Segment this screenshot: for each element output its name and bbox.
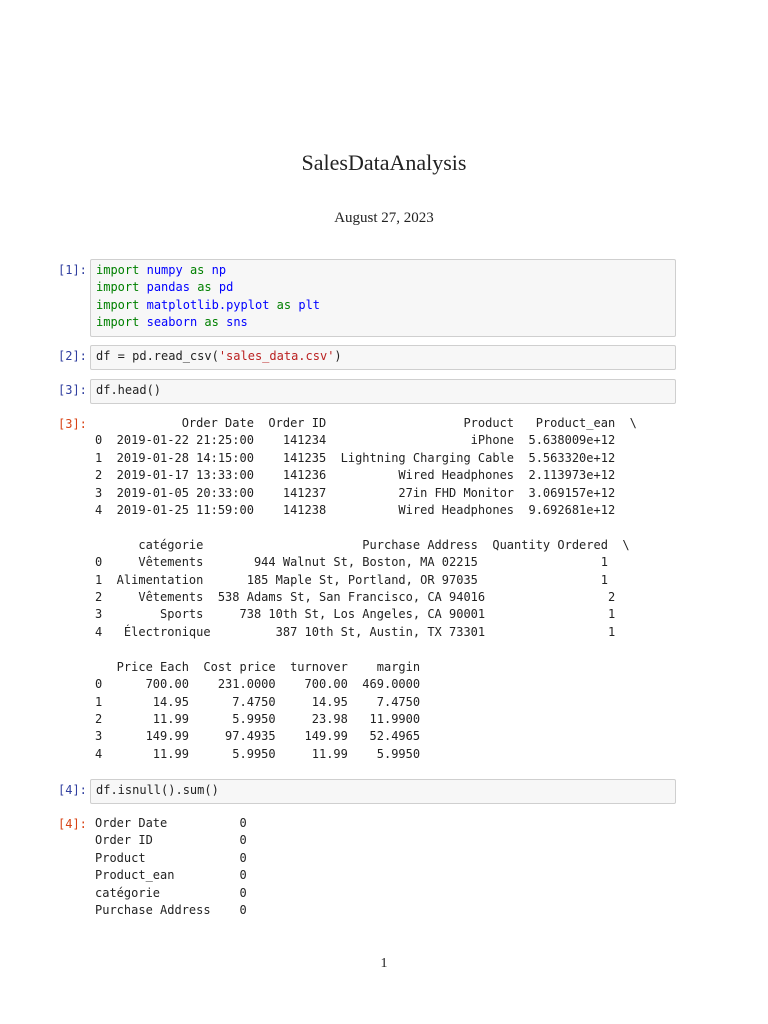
output-4-prompt: [4]: <box>58 817 87 831</box>
code-cell-2-source <box>96 348 670 365</box>
string-literal: 'sales_data.csv' <box>218 349 335 363</box>
code-cell-2[interactable] <box>90 345 676 370</box>
alias-name: pd <box>218 280 234 295</box>
keyword: as <box>204 314 219 329</box>
alias-name: np <box>211 263 227 277</box>
output-3-dataframe: Order Date Order ID Product Product_ean \ 0 2019-01-22 21:25:00 141234 iPhone 5.638009e+12 1 2019-01-28 14:15:00 141235 Lightning Charging Cable 5.563320e+12 2 2019-01-17 13:33:00 141236 Wired Headphones 2.113973e+12 3 2019-01-05 20:33:00 141237 27in FHD Monitor 3.069157e+12 4 2019-01-25 11:59:00 141238 Wired Headphones 9.692681e+12 catégorie Purchase Address Quantity Ordered \ 0 Vêtements 944 Walnut St, Boston, MA 02215 1 1 Alimentation 185 Maple St, Portland, OR 97035 1 2 Vêtements 538 Adams St, San Francisco, CA 94016 2 3 Sports 738 10th St, Los Angeles, CA 90001 1 4 Électronique 387 10th St, Austin, TX 73301 1 Price Each Cost price turnover margin 0 700.00 231.0000 700.00 469.0000 1 14.95 7.4750 14.95 7.4750 2 11.99 5.9950 23.98 11.9900 3 149.99 97.4935 149.99 52.4965 4 11.99 5.9950 11.99 5.9950 <box>95 416 637 761</box>
code-cell-4[interactable] <box>90 779 676 804</box>
code-text: ) <box>334 349 342 363</box>
cell-1-prompt: [1]: <box>58 263 87 277</box>
code-cell-1[interactable] <box>90 259 676 337</box>
keyword: as <box>276 297 292 312</box>
keyword: as <box>189 263 205 277</box>
module-name: seaborn <box>146 314 198 329</box>
cell-4-prompt: [4]: <box>58 783 87 797</box>
document-title: SalesDataAnalysis <box>301 150 467 175</box>
module-name: matplotlib.pyplot <box>146 297 270 312</box>
keyword: import <box>96 263 140 277</box>
module-name: pandas <box>146 280 190 295</box>
code-cell-3-source: df.head() <box>96 383 162 397</box>
code-text: df = pd.read_csv( <box>96 349 219 363</box>
output-4-null-counts: Order Date 0 Order ID 0 Product 0 Product_ean 0 catégorie 0 Purchase Address 0 <box>95 816 247 918</box>
keyword: import <box>96 314 140 329</box>
alias-name: sns <box>226 314 248 329</box>
code-cell-1-source <box>96 262 670 331</box>
keyword: as <box>197 280 212 295</box>
code-cell-3[interactable] <box>90 379 676 404</box>
keyword: import <box>96 297 140 312</box>
page-number: 1 <box>380 956 388 971</box>
output-3-prompt: [3]: <box>58 417 87 431</box>
cell-3-prompt: [3]: <box>58 383 87 397</box>
keyword: import <box>96 280 140 295</box>
alias-name: plt <box>298 297 321 312</box>
cell-2-prompt: [2]: <box>58 349 87 363</box>
document-date: August 27, 2023 <box>334 210 434 226</box>
code-cell-4-source: df.isnull().sum() <box>96 783 219 797</box>
module-name: numpy <box>146 263 183 277</box>
